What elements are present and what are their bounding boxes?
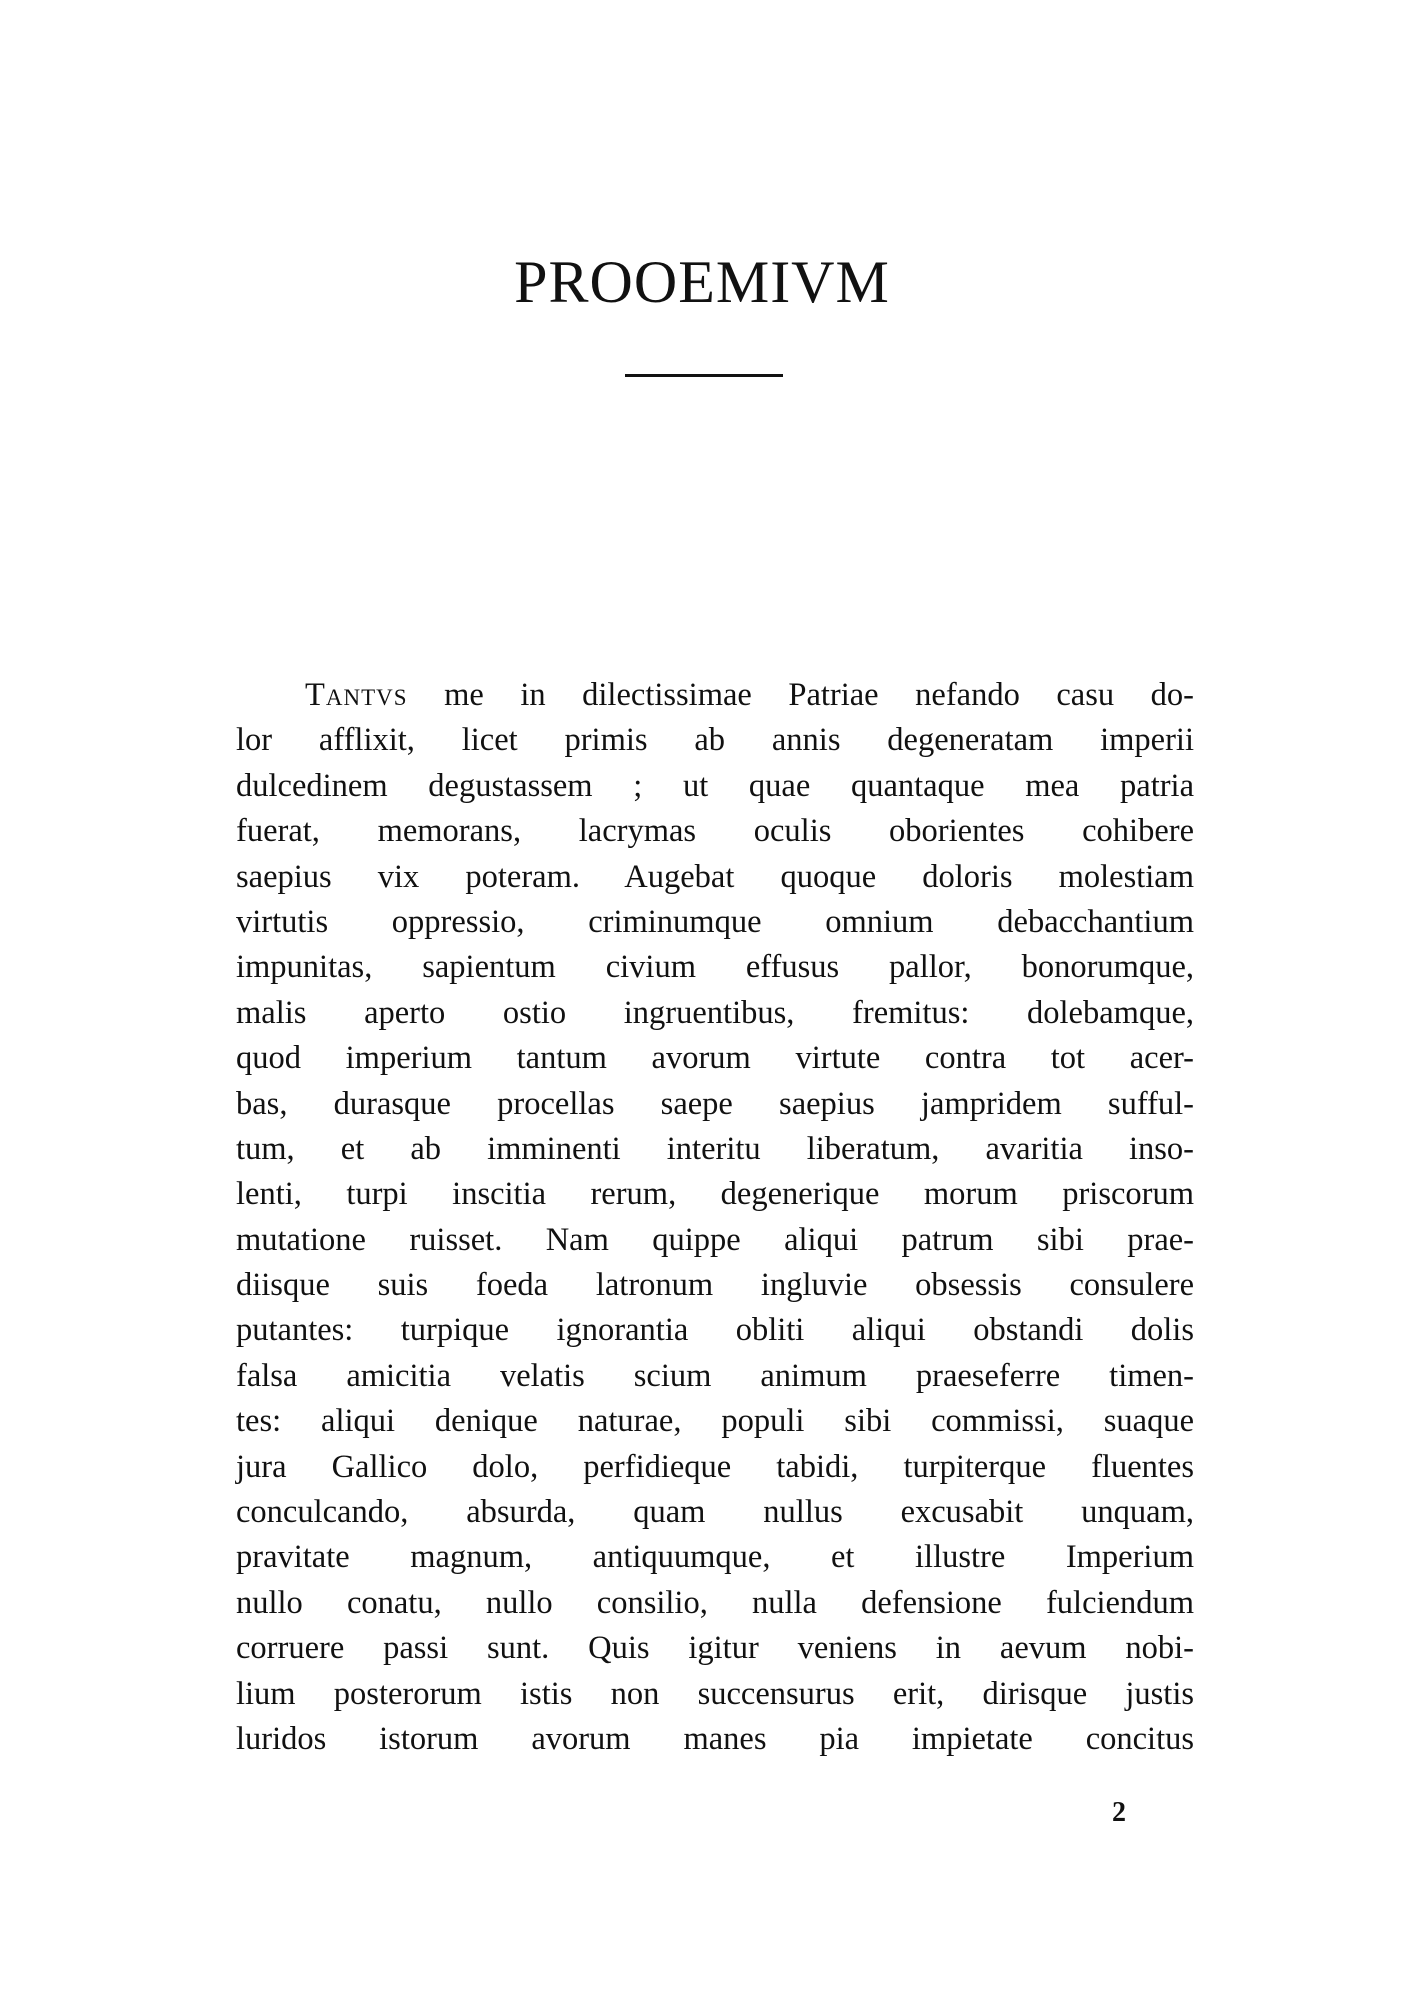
title-divider-rule [625,374,783,377]
text-line: quod imperium tantum avorum virtute contra tot acer- [236,1040,1194,1077]
text-line: fuerat, memorans, lacrymas oculis oborientes cohibere [236,813,1194,850]
text-line: saepius vix poteram. Augebat quoque doloris molestiam [236,858,1194,895]
text-line [236,673,1194,718]
body-paragraph [236,673,1194,1762]
text-line: bas, durasque procellas saepe saepius jampridem sufful- [236,1085,1194,1122]
text-line: pravitate magnum, antiquumque, et illustre Imperium [236,1539,1194,1576]
text-line: falsa amicitia velatis scium animum praeseferre timen- [236,1357,1194,1394]
text-line: nullo conatu, nullo consilio, nulla defensione fulciendum [236,1584,1194,1621]
text-line: lor afflixit, licet primis ab annis degeneratam imperii [236,722,1194,759]
text-line: jura Gallico dolo, perfidieque tabidi, turpiterque fluentes [236,1448,1194,1485]
text-line: corruere passi sunt. Quis igitur veniens in aevum nobi- [236,1630,1194,1667]
text-line: putantes: turpique ignorantia obliti aliqui obstandi dolis [236,1312,1194,1349]
opening-word: Tantvs [305,677,408,713]
text-line: diisque suis foeda latronum ingluvie obsessis consulere [236,1267,1194,1304]
page-number: 2 [1112,1797,1126,1828]
text-line: virtutis oppressio, criminumque omnium debacchantium [236,903,1194,940]
text-line: dulcedinem degustassem ; ut quae quantaque mea patria [236,767,1194,804]
text-line: tes: aliqui denique naturae, populi sibi commissi, suaque [236,1403,1194,1440]
text-line: luridos istorum avorum manes pia impietate concitus [236,1720,1194,1757]
text-line: tum, et ab imminenti interitu liberatum, avaritia inso- [236,1130,1194,1167]
text-line: lenti, turpi inscitia rerum, degenerique morum priscorum [236,1176,1194,1213]
text-line: impunitas, sapientum civium effusus pallor, bonorumque, [236,949,1194,986]
text-line: lium posterorum istis non succensurus erit, dirisque justis [236,1675,1194,1712]
text-line-content: me in dilectissimae Patriae nefando casu do- [407,677,1194,713]
text-line: mutatione ruisset. Nam quippe aliqui patrum sibi prae- [236,1221,1194,1258]
text-line: malis aperto ostio ingruentibus, fremitus: dolebamque, [236,994,1194,1031]
text-line: conculcando, absurda, quam nullus excusabit unquam, [236,1494,1194,1531]
chapter-title: PROOEMIVM [514,249,890,315]
